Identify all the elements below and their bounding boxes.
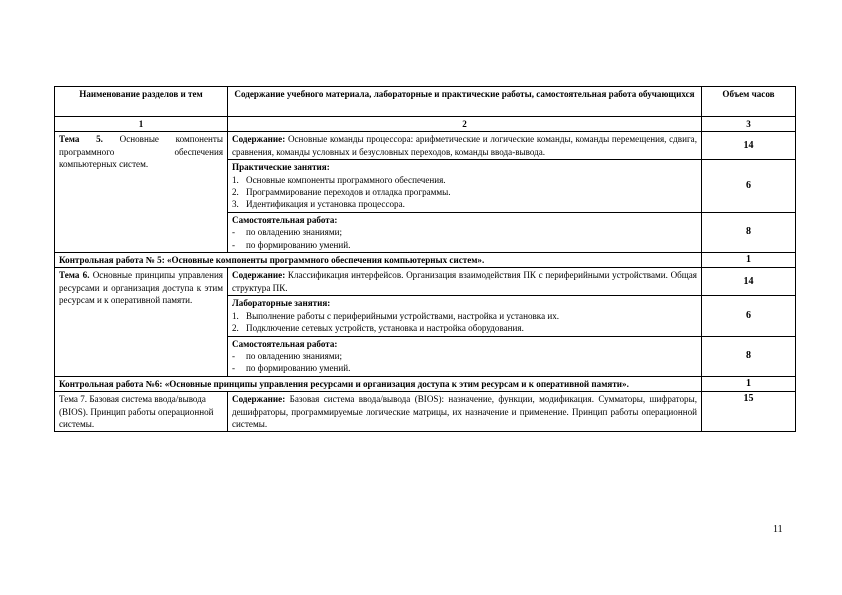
control5-text: «Основные компоненты программного обеспечения компьютерных систем». [164,255,485,266]
list-item-text: Идентификация и установка процессора. [246,199,405,210]
topic5-self [228,212,702,252]
list-item [232,226,697,238]
list-marker: 2. [232,323,239,334]
column-number-3: 3 [702,117,796,132]
topic6-title-rest: Основные принципы управления ресурсами и организация доступа к этим ресурсам и к оперативной памяти. [59,270,223,306]
list-item-text: по овладению знаниями; [246,227,343,238]
topic5-practical-label: Практические занятия: [232,162,330,173]
topic7-content-label: Содержание: [232,394,286,405]
list-item [232,198,697,210]
list-item-text: Подключение сетевых устройств, установка и настройка оборудования. [246,323,524,334]
topic5-content [228,132,702,160]
topic5-content-hours: 14 [702,132,796,160]
topic7-content-row [55,392,796,432]
topic7-title: Тема 7. Базовая система ввода/вывода (BIOS). Принцип работы операционной системы. [55,392,228,432]
topic5-title [55,132,228,253]
list-item [232,310,697,322]
table-header-row [55,87,796,117]
column-number-2: 2 [228,117,702,132]
topic6-lab [228,296,702,336]
list-item [232,174,697,186]
list-marker: 3. [232,199,239,210]
list-item [232,186,697,198]
list-item-text: Программирование переходов и отладка программы. [246,187,451,198]
topic6-content-row [55,268,796,296]
control5-hours: 1 [702,253,796,268]
topic6-self [228,336,702,376]
list-item-text: по формированию умений. [246,363,351,374]
list-marker: 2. [232,187,239,198]
list-item-text: по овладению знаниями; [246,350,343,361]
topic6-title-bold: Тема 6. [59,270,90,281]
list-item [232,362,697,374]
list-item [232,239,697,251]
list-marker: 1. [232,174,239,185]
page-number: 11 [773,524,783,535]
curriculum-table [54,86,796,432]
control6-row [55,376,796,391]
control5-label: Контрольная работа № 5: [59,255,165,266]
control6-text: «Основные принципы управления ресурсами и организация доступа к этим ресурсам и к оперативной памяти». [162,378,629,389]
topic6-lab-label: Лабораторные занятия: [232,298,331,309]
topic7-content-text: Базовая система ввода/вывода (BIOS): назначение, функции, модификация. Сумматоры, шифраторы, дешифраторы, программируемые логические матрицы, их назначение и применение. Принцип работы операционной системы. [232,394,697,429]
topic5-title-bold: Тема 5. [59,134,103,145]
header-col-hours: Объем часов [702,87,796,117]
topic5-self-hours: 8 [702,212,796,252]
topic6-content-text: Классификация интерфейсов. Организация взаимодействия ПК с периферийными устройствами. Общая структура ПК. [232,270,697,293]
list-marker: - [232,239,236,250]
control5-row [55,253,796,268]
topic6-content-hours: 14 [702,268,796,296]
header-col-content: Содержание учебного материала, лабораторные и практические работы, самостоятельная работа обучающихся [228,87,702,117]
topic5-self-label: Самостоятельная работа: [232,214,338,225]
topic7-content-hours: 15 [702,392,796,432]
topic7-content [228,392,702,432]
list-marker: - [232,350,236,361]
topic6-lab-hours: 6 [702,296,796,336]
column-numbers-row [55,117,796,132]
control6-label: Контрольная работа №6: [59,378,163,389]
topic6-content-label: Содержание: [232,270,286,281]
topic6-content [228,268,702,296]
topic6-self-hours: 8 [702,336,796,376]
topic5-title-rest: Основные компоненты программного обеспечения компьютерных систем. [59,134,223,170]
topic5-practical-hours: 6 [702,160,796,213]
list-marker: 1. [232,310,239,321]
list-item [232,322,697,334]
topic6-title [55,268,228,376]
column-number-1: 1 [55,117,228,132]
list-item-text: Основные компоненты программного обеспечения. [246,174,446,185]
control6 [55,376,702,391]
topic5-content-row [55,132,796,160]
list-item [232,350,697,362]
list-item-text: по формированию умений. [246,239,351,250]
topic5-content-label: Содержание: [232,134,286,145]
list-item-text: Выполнение работы с периферийными устройствами, настройка и установка их. [246,310,560,321]
control5 [55,253,702,268]
topic5-practical [228,160,702,213]
topic6-self-label: Самостоятельная работа: [232,338,338,349]
list-marker: - [232,227,236,238]
list-marker: - [232,363,236,374]
control6-hours: 1 [702,376,796,391]
topic5-content-text: Основные команды процессора: арифметические и логические команды, команды перемещения, сдвига, сравнения, команды условных и безусловных переходов, команды ввода-вывода. [232,134,697,157]
header-col-sections: Наименование разделов и тем [55,87,228,117]
